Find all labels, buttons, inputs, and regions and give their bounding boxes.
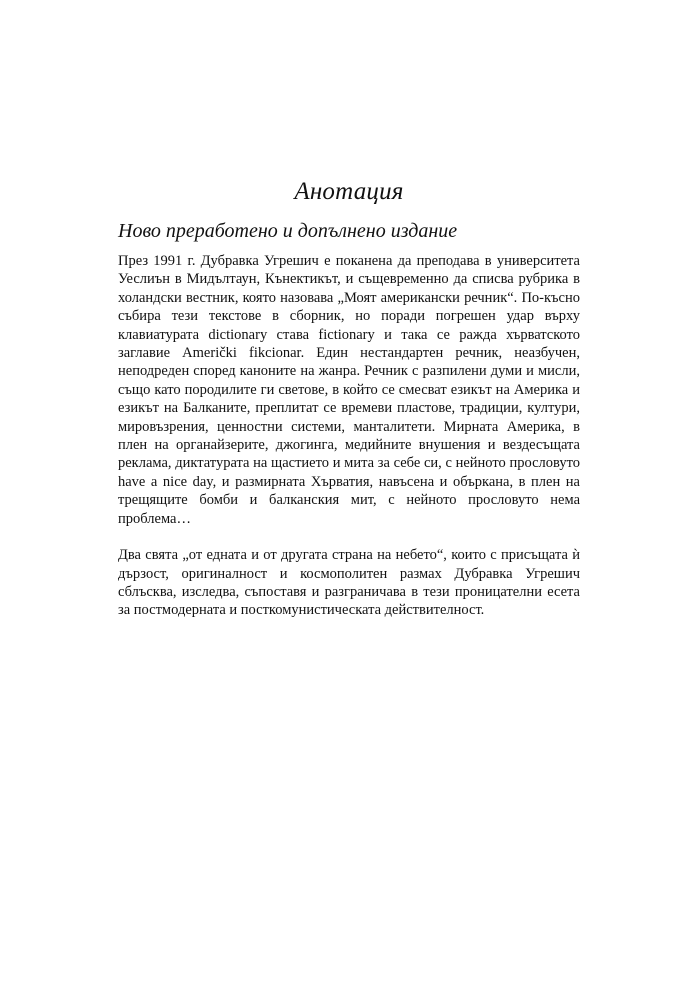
annotation-paragraph-1: През 1991 г. Дубравка Угрешич е поканена да преподава в университета Уеслиън в Мидълтаун, Кънектикът, и същевременно да списва рубрика в холандски вестник, която назовава „Моят американски речник“. По-късно събира тези текстове в сборник, но поради погрешен удар върху клавиатурата dictionary става fictionary и така се ражда хърватското заглавие Američki fikcionar. Един нестандартен речник, неазбучен, неподреден според каноните на жанра. Речник с разпилени думи и мисли, също като породилите ги светове, в който се смесват езикът на Америка и езикът на Балканите, преплитат се времеви пластове, традиции, култури, мировъзрения, ценностни системи, манталитети. Мирната Америка, в плен на органайзерите, джогинга, медийните внушения и вездесъщата реклама, диктатурата на щастието и мита за себе си, с нейното прословуто have a nice day, и размирната Хърватия, навъсена и объркана, в плен на трещящите бомби и балканския мит, с нейното прословуто нема проблема… <box>118 253 580 527</box>
annotation-paragraph-2: Два свята „от едната и от другата страна на небето“, които с присъщата ѝ дързост, оригиналност и космополитен размах Дубравка Угрешич сблъсква, изследва, съпоставя и разграничава в тези проницателни есета за постмодерната и посткомунистическата действителност. <box>118 547 580 619</box>
page-title: Анотация <box>294 178 404 205</box>
annotation-section <box>118 176 580 620</box>
edition-subtitle: Ново преработено и допълнено издание <box>118 220 458 242</box>
